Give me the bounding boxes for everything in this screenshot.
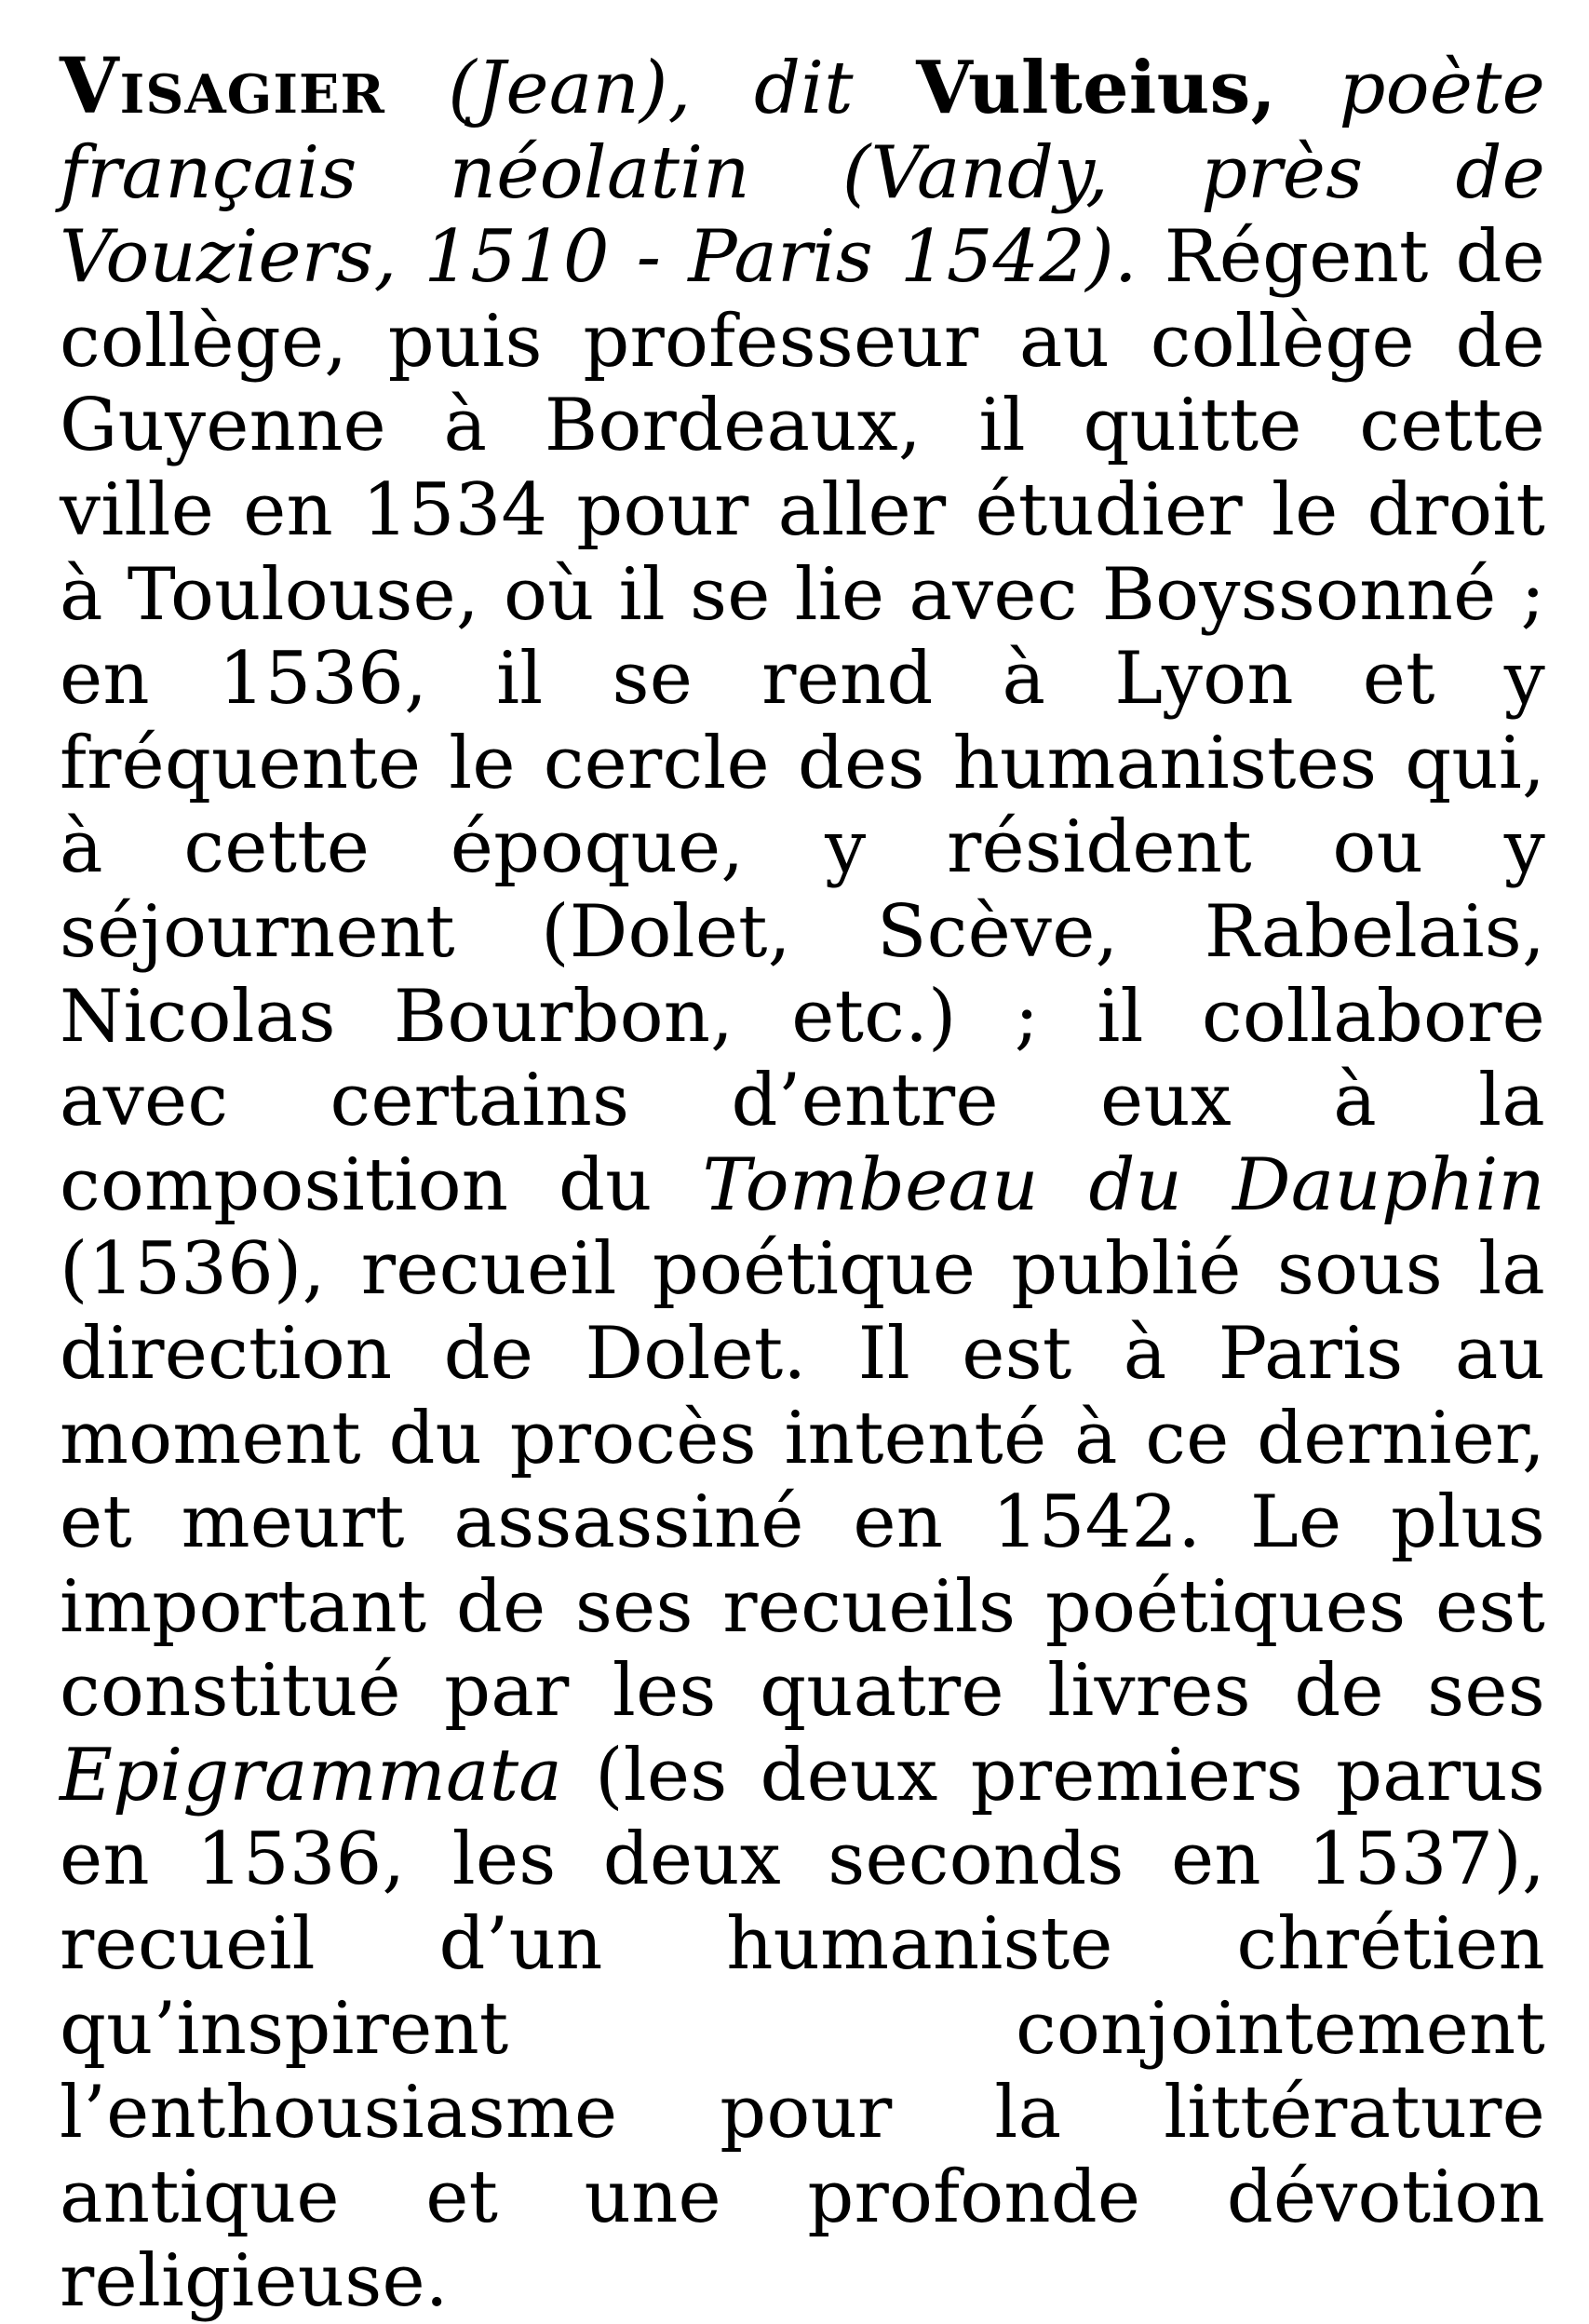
dictionary-entry: [60, 42, 1546, 2324]
entry-text-part-3: (les deux premiers parus en 1536, les deux seconds en 1537), recueil d’un humaniste chrétien qu’inspirent conjointement l’enthousiasme pour la littérature antique et une profonde dévotion religieuse.: [60, 1733, 1545, 2324]
entry-dit: dit: [753, 47, 854, 130]
entry-text-part-2: (1536), recueil poétique publié sous la direction de Dolet. Il est à Paris au moment du procès intenté à ce dernier, et meurt assassiné en 1542. Le plus important de ses recueils poétiques est constitué par les quatre livres de ses: [60, 1227, 1545, 1734]
entry-text-part-1: Régent de collège, puis professeur au collège de Guyenne à Bordeaux, il quitte cette ville en 1534 pour aller étudier le droit à Toulouse, où il se lie avec Boyssonné ; en 1536, il se rend à Lyon et y fréquente le cercle des humanistes qui, à cette époque, y résident ou y séjournent (Dolet, Scève, Rabelais, Nicolas Bourbon, etc.) ; il collabore avec certains d’entre eux à la composition du: [60, 215, 1546, 1227]
entry-headword: Visagier: [60, 42, 385, 131]
entry-forenames: (Jean),: [448, 47, 692, 130]
entry-work-title-2: Epigrammata: [60, 1733, 563, 1817]
entry-subtitle: poète français néolatin (Vandy, près de Vouziers, 1510 - Paris 1542).: [60, 47, 1546, 300]
entry-alias: Vulteius,: [916, 46, 1277, 130]
entry-work-title-1: Tombeau du Dauphin: [702, 1142, 1545, 1227]
